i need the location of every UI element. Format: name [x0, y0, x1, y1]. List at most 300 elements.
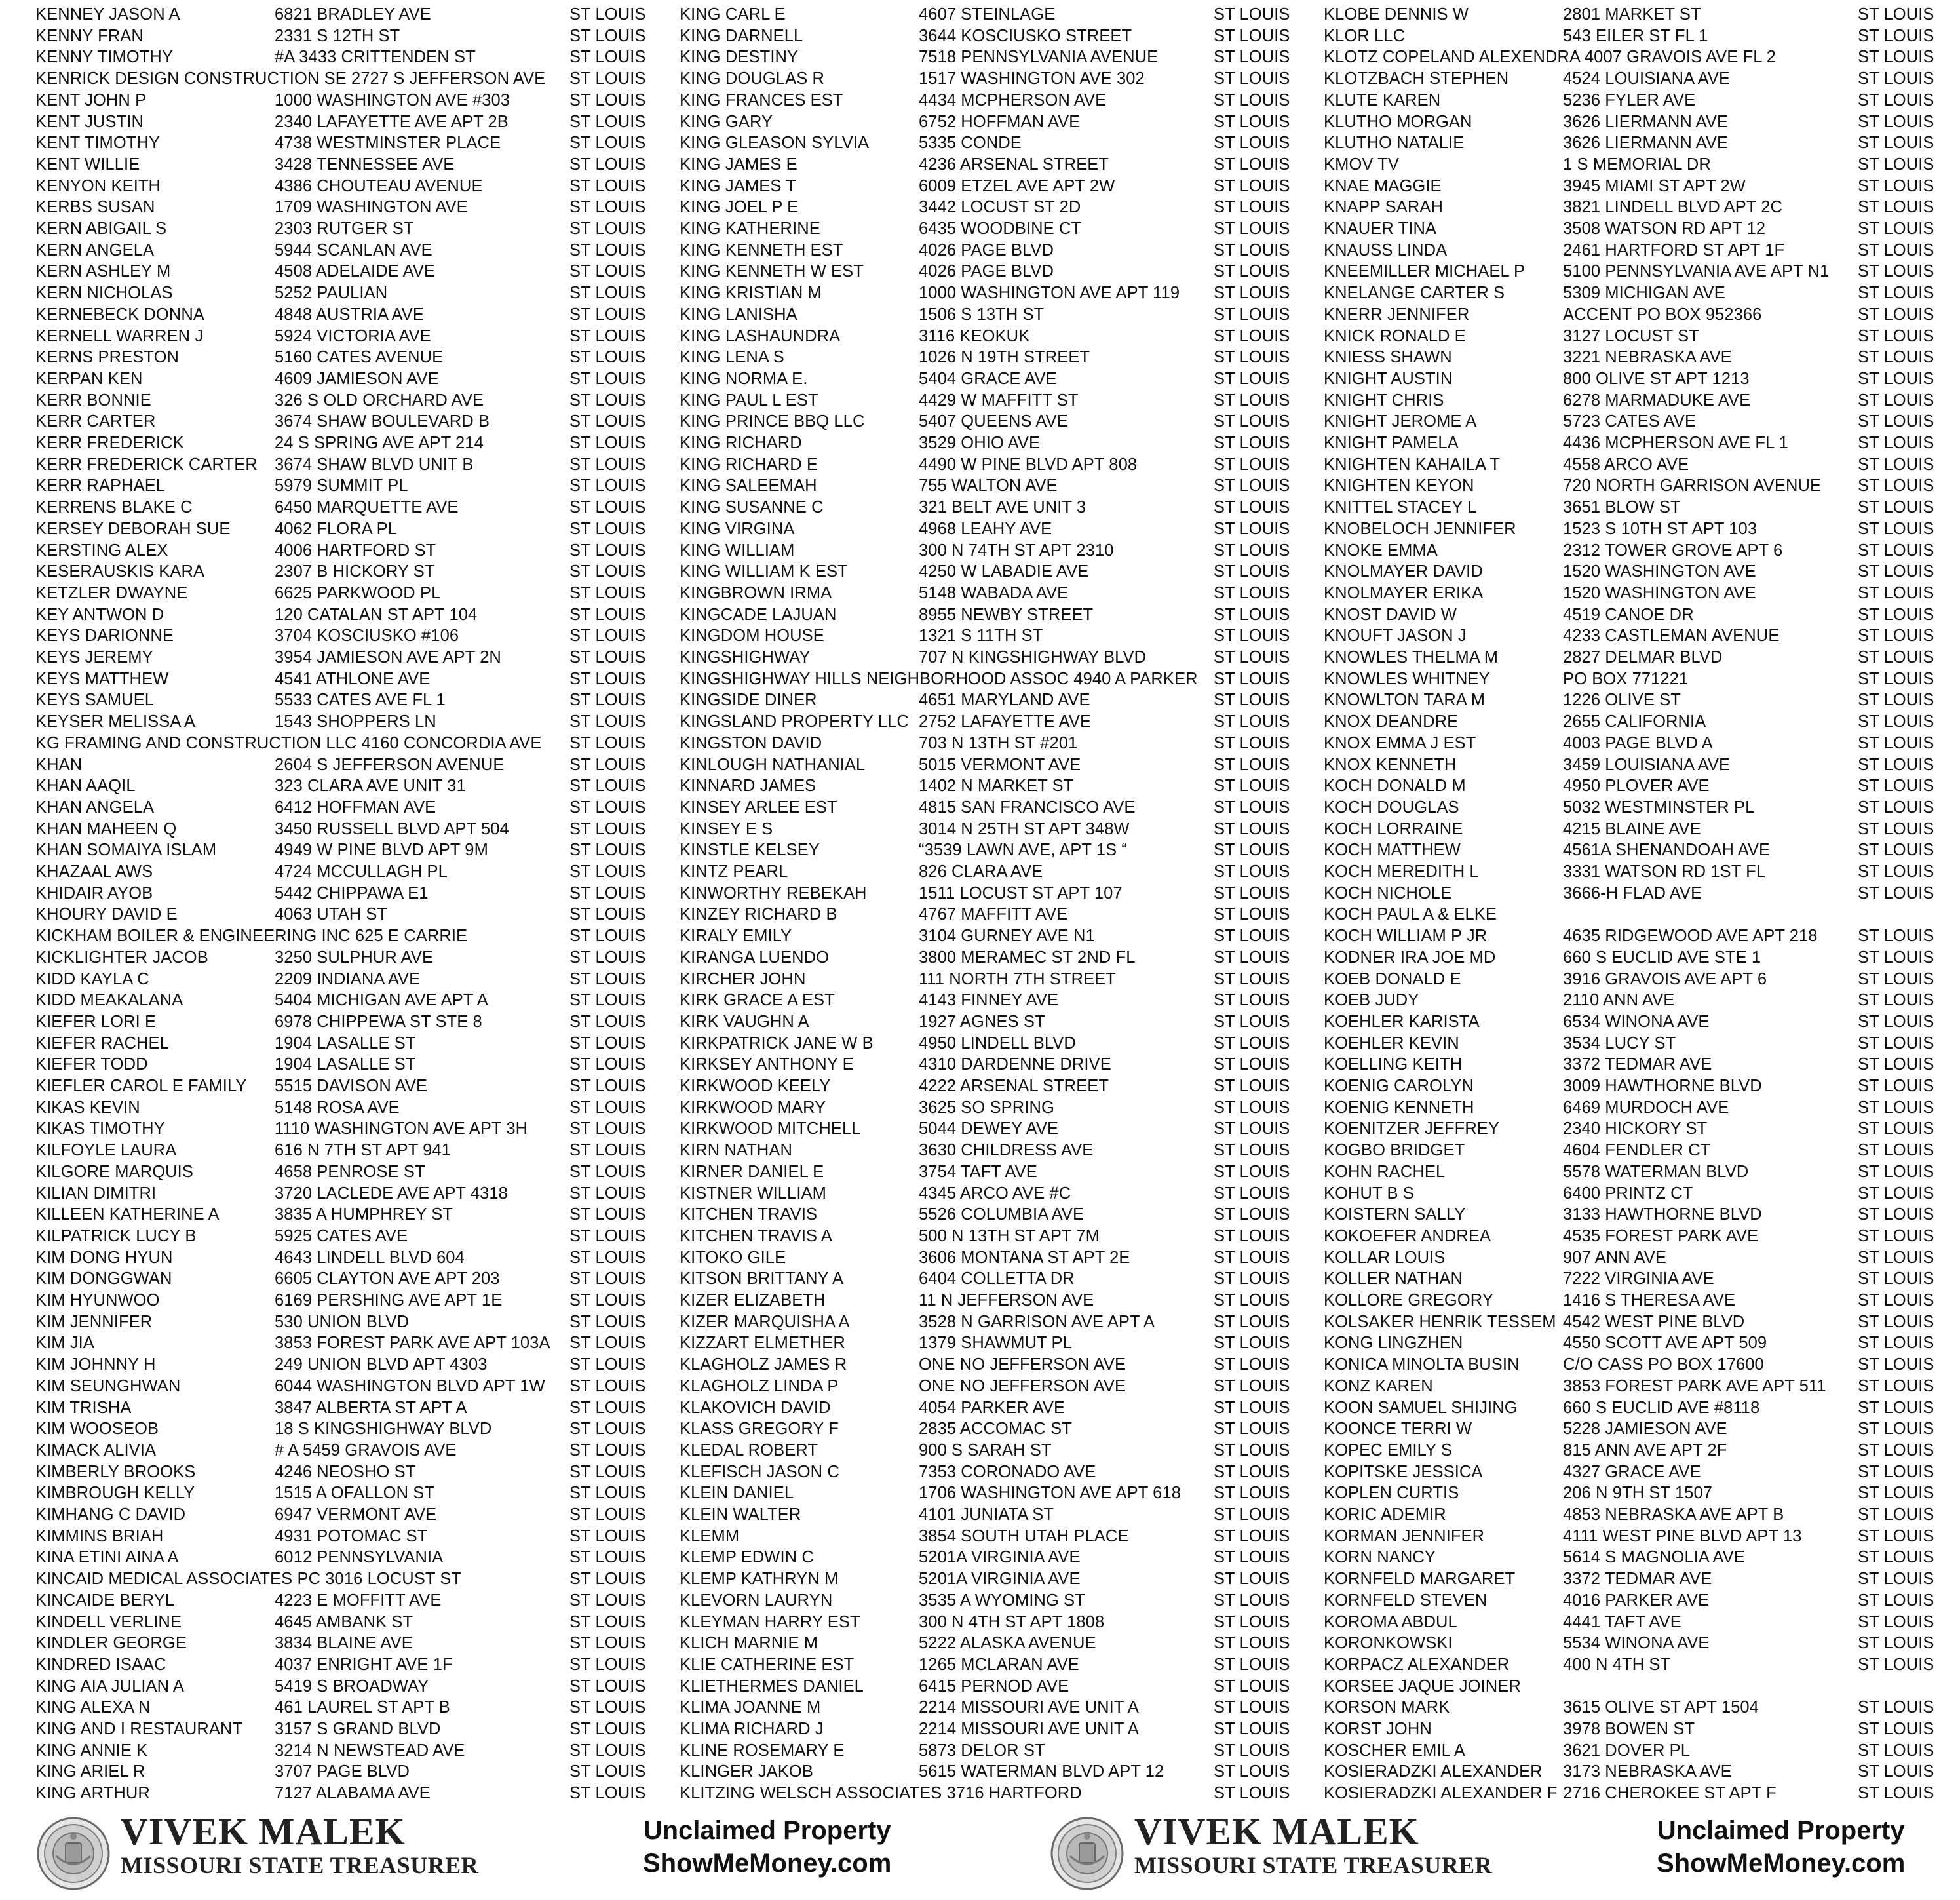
- owner-name: KOCH MATTHEW: [1324, 841, 1461, 860]
- owner-name: KIRNER DANIEL E: [680, 1162, 824, 1181]
- owner-name: KLOTZBACH STEPHEN: [1324, 69, 1509, 88]
- owner-name: KIRKWOOD MARY: [680, 1098, 826, 1117]
- website-link[interactable]: ShowMeMoney.com: [643, 1849, 892, 1878]
- owner-city: ST LOUIS: [1858, 369, 1934, 388]
- owner-address: ONE NO JEFFERSON AVE: [919, 1355, 1126, 1374]
- owner-name: KNOBELOCH JENNIFER: [1324, 519, 1516, 538]
- owner-name: KING FRANCES EST: [680, 90, 843, 109]
- owner-address: 4658 PENROSE ST: [275, 1162, 425, 1181]
- owner-city: ST LOUIS: [1214, 1784, 1290, 1803]
- owner-address: 616 N 7TH ST APT 941: [275, 1141, 451, 1160]
- owner-city: ST LOUIS: [1214, 1634, 1290, 1653]
- owner-address: 3630 CHILDRESS AVE: [919, 1141, 1094, 1160]
- owner-address: 3853 FOREST PARK AVE APT 511: [1563, 1376, 1826, 1395]
- owner-city: ST LOUIS: [569, 691, 646, 710]
- owner-city: ST LOUIS: [1858, 733, 1934, 752]
- owner-name: KIEFER LORI E: [35, 1012, 157, 1031]
- owner-city: ST LOUIS: [569, 1270, 646, 1289]
- owner-city: ST LOUIS: [569, 819, 646, 838]
- owner-name: KOEB JUDY: [1324, 991, 1419, 1010]
- owner-city: ST LOUIS: [1858, 1077, 1934, 1095]
- owner-name: KING ALEXA N: [35, 1698, 151, 1717]
- owner-city: ST LOUIS: [1214, 1612, 1290, 1631]
- owner-address: 4609 JAMIESON AVE: [275, 369, 439, 388]
- owner-city: ST LOUIS: [1858, 1441, 1934, 1460]
- owner-city: ST LOUIS: [1214, 798, 1290, 817]
- owner-address: 4519 CANOE DR: [1563, 605, 1694, 624]
- treasurer-name: VIVEK MALEK: [1134, 1810, 1419, 1853]
- owner-name: KING DARNELL: [680, 26, 803, 45]
- owner-address: 2209 INDIANA AVE: [275, 969, 421, 988]
- owner-city: ST LOUIS: [1858, 1055, 1934, 1074]
- owner-city: ST LOUIS: [569, 1355, 646, 1374]
- owner-name: KIM WOOSEOB: [35, 1420, 159, 1439]
- owner-address: 720 NORTH GARRISON AVENUE: [1563, 476, 1822, 495]
- owner-address: 5404 MICHIGAN AVE APT A: [275, 991, 488, 1010]
- owner-address: 3651 BLOW ST: [1563, 498, 1681, 517]
- owner-city: ST LOUIS: [569, 1720, 646, 1738]
- owner-address: 4604 FENDLER CT: [1563, 1141, 1711, 1160]
- owner-address: 1110 WASHINGTON AVE APT 3H: [275, 1119, 528, 1138]
- owner-city: ST LOUIS: [569, 1677, 646, 1696]
- owner-city: ST LOUIS: [1858, 1270, 1934, 1289]
- owner-address: 1226 OLIVE ST: [1563, 691, 1681, 710]
- owner-name: KOGBO BRIDGET: [1324, 1141, 1465, 1160]
- owner-address: 323 CLARA AVE UNIT 31: [275, 777, 466, 796]
- owner-name: KIEFER TODD: [35, 1055, 148, 1074]
- owner-city: ST LOUIS: [569, 1226, 646, 1245]
- owner-address: 1709 WASHINGTON AVE: [275, 198, 468, 217]
- owner-name: KLAKOVICH DAVID: [680, 1398, 831, 1417]
- owner-address: 3821 LINDELL BLVD APT 2C: [1563, 198, 1783, 217]
- owner-city: ST LOUIS: [1858, 541, 1934, 560]
- owner-name: KISTNER WILLIAM: [680, 1184, 826, 1203]
- owner-city: ST LOUIS: [1214, 112, 1290, 131]
- owner-city: ST LOUIS: [1214, 155, 1290, 174]
- owner-address: 5873 DELOR ST: [919, 1741, 1045, 1760]
- owner-name: KOISTERN SALLY: [1324, 1205, 1466, 1224]
- owner-name: KIM JIA: [35, 1334, 94, 1353]
- owner-name: KENYON KEITH: [35, 176, 161, 195]
- owner-city: ST LOUIS: [569, 1205, 646, 1224]
- owner-city: ST LOUIS: [1858, 1591, 1934, 1610]
- owner-address: 3529 OHIO AVE: [919, 434, 1041, 452]
- owner-city: ST LOUIS: [1214, 1162, 1290, 1181]
- owner-city: ST LOUIS: [569, 48, 646, 67]
- owner-name: KOHN RACHEL: [1324, 1162, 1446, 1181]
- owner-address: 2716 CHEROKEE ST APT F: [1563, 1784, 1777, 1803]
- owner-address: 5148 ROSA AVE: [275, 1098, 400, 1117]
- owner-address: 2110 ANN AVE: [1563, 991, 1675, 1010]
- owner-name: KLINE ROSEMARY E: [680, 1741, 845, 1760]
- owner-name: KEYS SAMUEL: [35, 691, 155, 710]
- owner-name: KONICA MINOLTA BUSIN: [1324, 1355, 1520, 1374]
- owner-city: ST LOUIS: [1858, 1226, 1934, 1245]
- owner-city: ST LOUIS: [1858, 991, 1934, 1010]
- owner-name: KIM DONGGWAN: [35, 1270, 172, 1289]
- owner-city: ST LOUIS: [569, 1762, 646, 1781]
- owner-name: KITSON BRITTANY A: [680, 1270, 844, 1289]
- owner-city: ST LOUIS: [1858, 498, 1934, 517]
- owner-city: ST LOUIS: [1214, 1119, 1290, 1138]
- owner-name: KNELANGE CARTER S: [1324, 284, 1505, 303]
- owner-address: 4949 W PINE BLVD APT 9M: [275, 841, 488, 860]
- owner-city: ST LOUIS: [1858, 348, 1934, 367]
- owner-address: 3954 JAMIESON AVE APT 2N: [275, 648, 501, 667]
- owner-name: KLOTZ COPELAND ALEXENDRA 4007 GRAVOIS AVE FL 2: [1324, 48, 1777, 67]
- owner-name: KING GLEASON SYLVIA: [680, 134, 870, 153]
- website-link[interactable]: ShowMeMoney.com: [1657, 1849, 1906, 1878]
- owner-address: 5236 FYLER AVE: [1563, 90, 1696, 109]
- owner-address: 3626 LIERMANN AVE: [1563, 134, 1729, 153]
- owner-name: KLASS GREGORY F: [680, 1420, 839, 1439]
- owner-address: ACCENT PO BOX 952366: [1563, 305, 1762, 324]
- owner-address: 3978 BOWEN ST: [1563, 1720, 1695, 1738]
- owner-name: KOKOEFER ANDREA: [1324, 1226, 1491, 1245]
- owner-city: ST LOUIS: [1858, 1205, 1934, 1224]
- owner-city: ST LOUIS: [569, 733, 646, 752]
- owner-city: ST LOUIS: [569, 69, 646, 88]
- owner-name: KIRK VAUGHN A: [680, 1012, 809, 1031]
- owner-address: 4062 FLORA PL: [275, 519, 397, 538]
- owner-address: “3539 LAWN AVE, APT 1S “: [919, 841, 1127, 860]
- owner-city: ST LOUIS: [569, 1398, 646, 1417]
- owner-city: ST LOUIS: [1214, 176, 1290, 195]
- owner-city: ST LOUIS: [569, 1334, 646, 1353]
- owner-address: 4950 LINDELL BLVD: [919, 1034, 1076, 1053]
- owner-address: 3945 MIAMI ST APT 2W: [1563, 176, 1746, 195]
- owner-city: ST LOUIS: [569, 1119, 646, 1138]
- owner-name: KILLEEN KATHERINE A: [35, 1205, 220, 1224]
- owner-name: KERNEBECK DONNA: [35, 305, 204, 324]
- owner-address: 5309 MICHIGAN AVE: [1563, 284, 1725, 303]
- tagline: Unclaimed Property: [643, 1816, 891, 1845]
- owner-city: ST LOUIS: [1214, 863, 1290, 881]
- owner-city: ST LOUIS: [1858, 669, 1934, 688]
- owner-address: 4006 HARTFORD ST: [275, 541, 436, 560]
- owner-address: 1523 S 10TH ST APT 103: [1563, 519, 1758, 538]
- owner-city: ST LOUIS: [1214, 1098, 1290, 1117]
- owner-name: KNOX DEANDRE: [1324, 712, 1459, 731]
- owner-name: KLIMA JOANNE M: [680, 1698, 821, 1717]
- owner-city: ST LOUIS: [1214, 583, 1290, 602]
- owner-address: 2340 HICKORY ST: [1563, 1119, 1708, 1138]
- owner-city: ST LOUIS: [569, 541, 646, 560]
- owner-address: 4233 CASTLEMAN AVENUE: [1563, 627, 1780, 646]
- owner-city: ST LOUIS: [1214, 26, 1290, 45]
- owner-address: 2312 TOWER GROVE APT 6: [1563, 541, 1783, 560]
- owner-address: 6469 MURDOCH AVE: [1563, 1098, 1729, 1117]
- owner-city: ST LOUIS: [569, 90, 646, 109]
- owner-city: ST LOUIS: [569, 1505, 646, 1524]
- owner-address: 3221 NEBRASKA AVE: [1563, 348, 1732, 367]
- owner-address: 6044 WASHINGTON BLVD APT 1W: [275, 1376, 545, 1395]
- owner-address: 4386 CHOUTEAU AVENUE: [275, 176, 483, 195]
- owner-name: KEY ANTWON D: [35, 605, 164, 624]
- owner-city: ST LOUIS: [1858, 305, 1934, 324]
- owner-name: KING LENA S: [680, 348, 784, 367]
- owner-address: 2655 CALIFORNIA: [1563, 712, 1706, 731]
- owner-name: KERN ASHLEY M: [35, 262, 171, 281]
- owner-address: 4026 PAGE BLVD: [919, 262, 1054, 281]
- owner-city: ST LOUIS: [1858, 198, 1934, 217]
- owner-name: KHAZAAL AWS: [35, 863, 153, 881]
- owner-address: 3127 LOCUST ST: [1563, 326, 1699, 345]
- owner-name: KILFOYLE LAURA: [35, 1141, 177, 1160]
- owner-address: 6605 CLAYTON AVE APT 203: [275, 1270, 500, 1289]
- owner-city: ST LOUIS: [1858, 1655, 1934, 1674]
- owner-name: KERR FREDERICK: [35, 434, 184, 452]
- owner-address: 800 OLIVE ST APT 1213: [1563, 369, 1750, 388]
- owner-address: # A 5459 GRAVOIS AVE: [275, 1441, 457, 1460]
- owner-name: KLEMP EDWIN C: [680, 1548, 814, 1567]
- owner-city: ST LOUIS: [569, 1462, 646, 1481]
- owner-address: 707 N KINGSHIGHWAY BLVD: [919, 648, 1147, 667]
- owner-name: KNAUER TINA: [1324, 220, 1437, 238]
- owner-city: ST LOUIS: [1858, 1548, 1934, 1567]
- owner-address: 2307 B HICKORY ST: [275, 562, 435, 581]
- owner-address: 6821 BRADLEY AVE: [275, 5, 431, 24]
- owner-city: ST LOUIS: [1214, 498, 1290, 517]
- owner-city: ST LOUIS: [1214, 733, 1290, 752]
- owner-name: KENT JUSTIN: [35, 112, 144, 131]
- owner-name: KMOV TV: [1324, 155, 1400, 174]
- owner-address: 3621 DOVER PL: [1563, 1741, 1691, 1760]
- owner-city: ST LOUIS: [1214, 841, 1290, 860]
- owner-name: KLIETHERMES DANIEL: [680, 1677, 864, 1696]
- owner-name: KIZER ELIZABETH: [680, 1291, 826, 1309]
- owner-city: ST LOUIS: [1858, 1248, 1934, 1267]
- owner-name: KINCAID MEDICAL ASSOCIATES PC 3016 LOCUST ST: [35, 1570, 462, 1589]
- owner-city: ST LOUIS: [1858, 455, 1934, 474]
- owner-city: ST LOUIS: [1214, 326, 1290, 345]
- owner-name: KING CARL E: [680, 5, 786, 24]
- owner-name: KIMACK ALIVIA: [35, 1441, 157, 1460]
- owner-name: KNOST DAVID W: [1324, 605, 1457, 624]
- owner-city: ST LOUIS: [1858, 691, 1934, 710]
- owner-city: ST LOUIS: [1214, 1184, 1290, 1203]
- owner-name: KORNFELD MARGARET: [1324, 1570, 1516, 1589]
- owner-city: ST LOUIS: [1858, 969, 1934, 988]
- owner-city: ST LOUIS: [569, 1012, 646, 1031]
- owner-address: 5228 JAMIESON AVE: [1563, 1420, 1727, 1439]
- owner-name: KIRK GRACE A EST: [680, 991, 835, 1010]
- owner-name: KIM HYUNWOO: [35, 1291, 160, 1309]
- owner-name: KINSTLE KELSEY: [680, 841, 820, 860]
- owner-address: 5044 DEWEY AVE: [919, 1119, 1059, 1138]
- owner-address: 660 S EUCLID AVE #8118: [1563, 1398, 1760, 1417]
- owner-name: KORPACZ ALEXANDER: [1324, 1655, 1510, 1674]
- owner-name: KLIE CATHERINE EST: [680, 1655, 855, 1674]
- owner-city: ST LOUIS: [569, 1548, 646, 1567]
- owner-name: KNOUFT JASON J: [1324, 627, 1467, 646]
- owner-address: 4310 DARDENNE DRIVE: [919, 1055, 1111, 1074]
- owner-address: 3847 ALBERTA ST APT A: [275, 1398, 467, 1417]
- owner-city: ST LOUIS: [1858, 1505, 1934, 1524]
- owner-name: KIKAS TIMOTHY: [35, 1119, 165, 1138]
- owner-name: KENNY TIMOTHY: [35, 48, 174, 67]
- owner-city: ST LOUIS: [1858, 1484, 1934, 1503]
- owner-city: ST LOUIS: [569, 1698, 646, 1717]
- owner-name: KIM TRISHA: [35, 1398, 132, 1417]
- owner-name: KINWORTHY REBEKAH: [680, 883, 867, 902]
- owner-name: KING AIA JULIAN A: [35, 1677, 185, 1696]
- owner-city: ST LOUIS: [1214, 1055, 1290, 1074]
- owner-city: ST LOUIS: [1858, 883, 1934, 902]
- owner-address: 4535 FOREST PARK AVE: [1563, 1226, 1759, 1245]
- owner-name: KINGSIDE DINER: [680, 691, 817, 710]
- owner-city: ST LOUIS: [1214, 948, 1290, 967]
- owner-city: ST LOUIS: [1858, 1634, 1934, 1653]
- owner-address: 4246 NEOSHO ST: [275, 1462, 416, 1481]
- owner-city: ST LOUIS: [1858, 1570, 1934, 1589]
- owner-name: KING LANISHA: [680, 305, 797, 324]
- owner-address: 5534 WINONA AVE: [1563, 1634, 1710, 1653]
- owner-name: KING SALEEMAH: [680, 476, 817, 495]
- owner-city: ST LOUIS: [1858, 1762, 1934, 1781]
- owner-city: ST LOUIS: [1858, 1420, 1934, 1439]
- owner-address: 8955 NEWBY STREET: [919, 605, 1094, 624]
- owner-address: 4436 MCPHERSON AVE FL 1: [1563, 434, 1788, 452]
- owner-city: ST LOUIS: [569, 326, 646, 345]
- owner-city: ST LOUIS: [1858, 1355, 1934, 1374]
- owner-name: KLEFISCH JASON C: [680, 1462, 839, 1481]
- owner-address: 4815 SAN FRANCISCO AVE: [919, 798, 1136, 817]
- owner-name: KIRKSEY ANTHONY E: [680, 1055, 854, 1074]
- owner-address: 660 S EUCLID AVE STE 1: [1563, 948, 1761, 967]
- owner-name: KOHUT B S: [1324, 1184, 1414, 1203]
- owner-address: 5201A VIRGINIA AVE: [919, 1548, 1081, 1567]
- owner-address: 120 CATALAN ST APT 104: [275, 605, 478, 624]
- owner-name: KERPAN KEN: [35, 369, 143, 388]
- owner-city: ST LOUIS: [569, 1655, 646, 1674]
- owner-name: KOEHLER KARISTA: [1324, 1012, 1480, 1031]
- owner-address: 7127 ALABAMA AVE: [275, 1784, 431, 1803]
- owner-name: KOLSAKER HENRIK TESSEM: [1324, 1312, 1556, 1331]
- owner-address: 4236 ARSENAL STREET: [919, 155, 1109, 174]
- owner-address: 321 BELT AVE UNIT 3: [919, 498, 1086, 517]
- owner-city: ST LOUIS: [1214, 1270, 1290, 1289]
- owner-address: 3534 LUCY ST: [1563, 1034, 1676, 1053]
- owner-name: KINGBROWN IRMA: [680, 583, 832, 602]
- owner-name: KLUTHO MORGAN: [1324, 112, 1472, 131]
- owner-address: 4561A SHENANDOAH AVE: [1563, 841, 1771, 860]
- owner-name: KING KENNETH W EST: [680, 262, 864, 281]
- owner-name: KORST JOHN: [1324, 1720, 1432, 1738]
- owner-name: KNOWLES WHITNEY: [1324, 669, 1490, 688]
- owner-city: ST LOUIS: [569, 1077, 646, 1095]
- owner-name: KLUTE KAREN: [1324, 90, 1441, 109]
- owner-city: ST LOUIS: [569, 412, 646, 431]
- owner-city: ST LOUIS: [1858, 1034, 1934, 1053]
- owner-city: ST LOUIS: [569, 348, 646, 367]
- owner-city: ST LOUIS: [1858, 927, 1934, 946]
- owner-city: ST LOUIS: [569, 262, 646, 281]
- owner-city: ST LOUIS: [1858, 1162, 1934, 1181]
- owner-name: KINGSLAND PROPERTY LLC: [680, 712, 909, 731]
- owner-city: ST LOUIS: [569, 755, 646, 774]
- owner-name: KERN ANGELA: [35, 241, 155, 260]
- owner-address: 4441 TAFT AVE: [1563, 1612, 1681, 1631]
- owner-address: 4434 MCPHERSON AVE: [919, 90, 1107, 109]
- owner-name: KIRKWOOD KEELY: [680, 1077, 831, 1095]
- owner-address: 6625 PARKWOOD PL: [275, 583, 441, 602]
- owner-city: ST LOUIS: [569, 284, 646, 303]
- owner-name: KOCH PAUL A & ELKE: [1324, 905, 1497, 924]
- owner-city: ST LOUIS: [1858, 841, 1934, 860]
- owner-address: 4635 RIDGEWOOD AVE APT 218: [1563, 927, 1818, 946]
- owner-city: ST LOUIS: [569, 1034, 646, 1053]
- owner-address: 5723 CATES AVE: [1563, 412, 1697, 431]
- footer-right: [1050, 1808, 1960, 1899]
- owner-address: 2835 ACCOMAC ST: [919, 1420, 1072, 1439]
- owner-city: ST LOUIS: [1214, 712, 1290, 731]
- owner-city: ST LOUIS: [569, 798, 646, 817]
- seal-icon: [1050, 1817, 1124, 1890]
- owner-city: ST LOUIS: [1214, 284, 1290, 303]
- owner-address: 4250 W LABADIE AVE: [919, 562, 1089, 581]
- owner-address: 4738 WESTMINSTER PLACE: [275, 134, 501, 153]
- owner-city: ST LOUIS: [569, 5, 646, 24]
- owner-name: KNAUSS LINDA: [1324, 241, 1448, 260]
- owner-city: ST LOUIS: [1214, 1334, 1290, 1353]
- owner-city: ST LOUIS: [569, 1376, 646, 1395]
- owner-address: 400 N 4TH ST: [1563, 1655, 1671, 1674]
- owner-address: 3535 A WYOMING ST: [919, 1591, 1085, 1610]
- owner-name: KORSON MARK: [1324, 1698, 1450, 1717]
- owner-name: KOELLING KEITH: [1324, 1055, 1463, 1074]
- owner-address: 6009 ETZEL AVE APT 2W: [919, 176, 1115, 195]
- owner-address: 2214 MISSOURI AVE UNIT A: [919, 1698, 1139, 1717]
- owner-name: KING KATHERINE: [680, 220, 820, 238]
- owner-city: ST LOUIS: [1214, 5, 1290, 24]
- owner-city: ST LOUIS: [569, 1484, 646, 1503]
- owner-city: ST LOUIS: [1858, 412, 1934, 431]
- owner-city: ST LOUIS: [1214, 476, 1290, 495]
- owner-city: ST LOUIS: [569, 648, 646, 667]
- owner-address: 6435 WOODBINE CT: [919, 220, 1082, 238]
- owner-address: 3133 HAWTHORNE BLVD: [1563, 1205, 1762, 1224]
- owner-address: 5925 CATES AVE: [275, 1226, 408, 1245]
- owner-address: 1321 S 11TH ST: [919, 627, 1043, 646]
- owner-address: 5924 VICTORIA AVE: [275, 326, 431, 345]
- owner-city: ST LOUIS: [1858, 648, 1934, 667]
- owner-address: 4101 JUNIATA ST: [919, 1505, 1054, 1524]
- owner-address: 4848 AUSTRIA AVE: [275, 305, 424, 324]
- owner-address: 3116 KEOKUK: [919, 326, 1030, 345]
- owner-city: ST LOUIS: [1858, 69, 1934, 88]
- owner-address: 3104 GURNEY AVE N1: [919, 927, 1095, 946]
- owner-name: KING AND I RESTAURANT: [35, 1720, 243, 1738]
- owner-name: KOEHLER KEVIN: [1324, 1034, 1459, 1053]
- owner-city: ST LOUIS: [1214, 305, 1290, 324]
- owner-address: 3854 SOUTH UTAH PLACE: [919, 1526, 1129, 1545]
- owner-name: KERR RAPHAEL: [35, 476, 166, 495]
- owner-address: 5404 GRACE AVE: [919, 369, 1057, 388]
- owner-name: KHIDAIR AYOB: [35, 883, 153, 902]
- owner-city: ST LOUIS: [1214, 412, 1290, 431]
- owner-name: KHAN AAQIL: [35, 777, 136, 796]
- owner-name: KING KENNETH EST: [680, 241, 843, 260]
- owner-name: KOLLER NATHAN: [1324, 1270, 1463, 1289]
- owner-city: ST LOUIS: [1858, 1462, 1934, 1481]
- owner-name: KIRKWOOD MITCHELL: [680, 1119, 861, 1138]
- owner-city: ST LOUIS: [1214, 562, 1290, 581]
- owner-city: ST LOUIS: [1214, 1526, 1290, 1545]
- owner-name: KONZ KAREN: [1324, 1376, 1433, 1395]
- owner-city: ST LOUIS: [569, 455, 646, 474]
- owner-name: KETZLER DWAYNE: [35, 583, 188, 602]
